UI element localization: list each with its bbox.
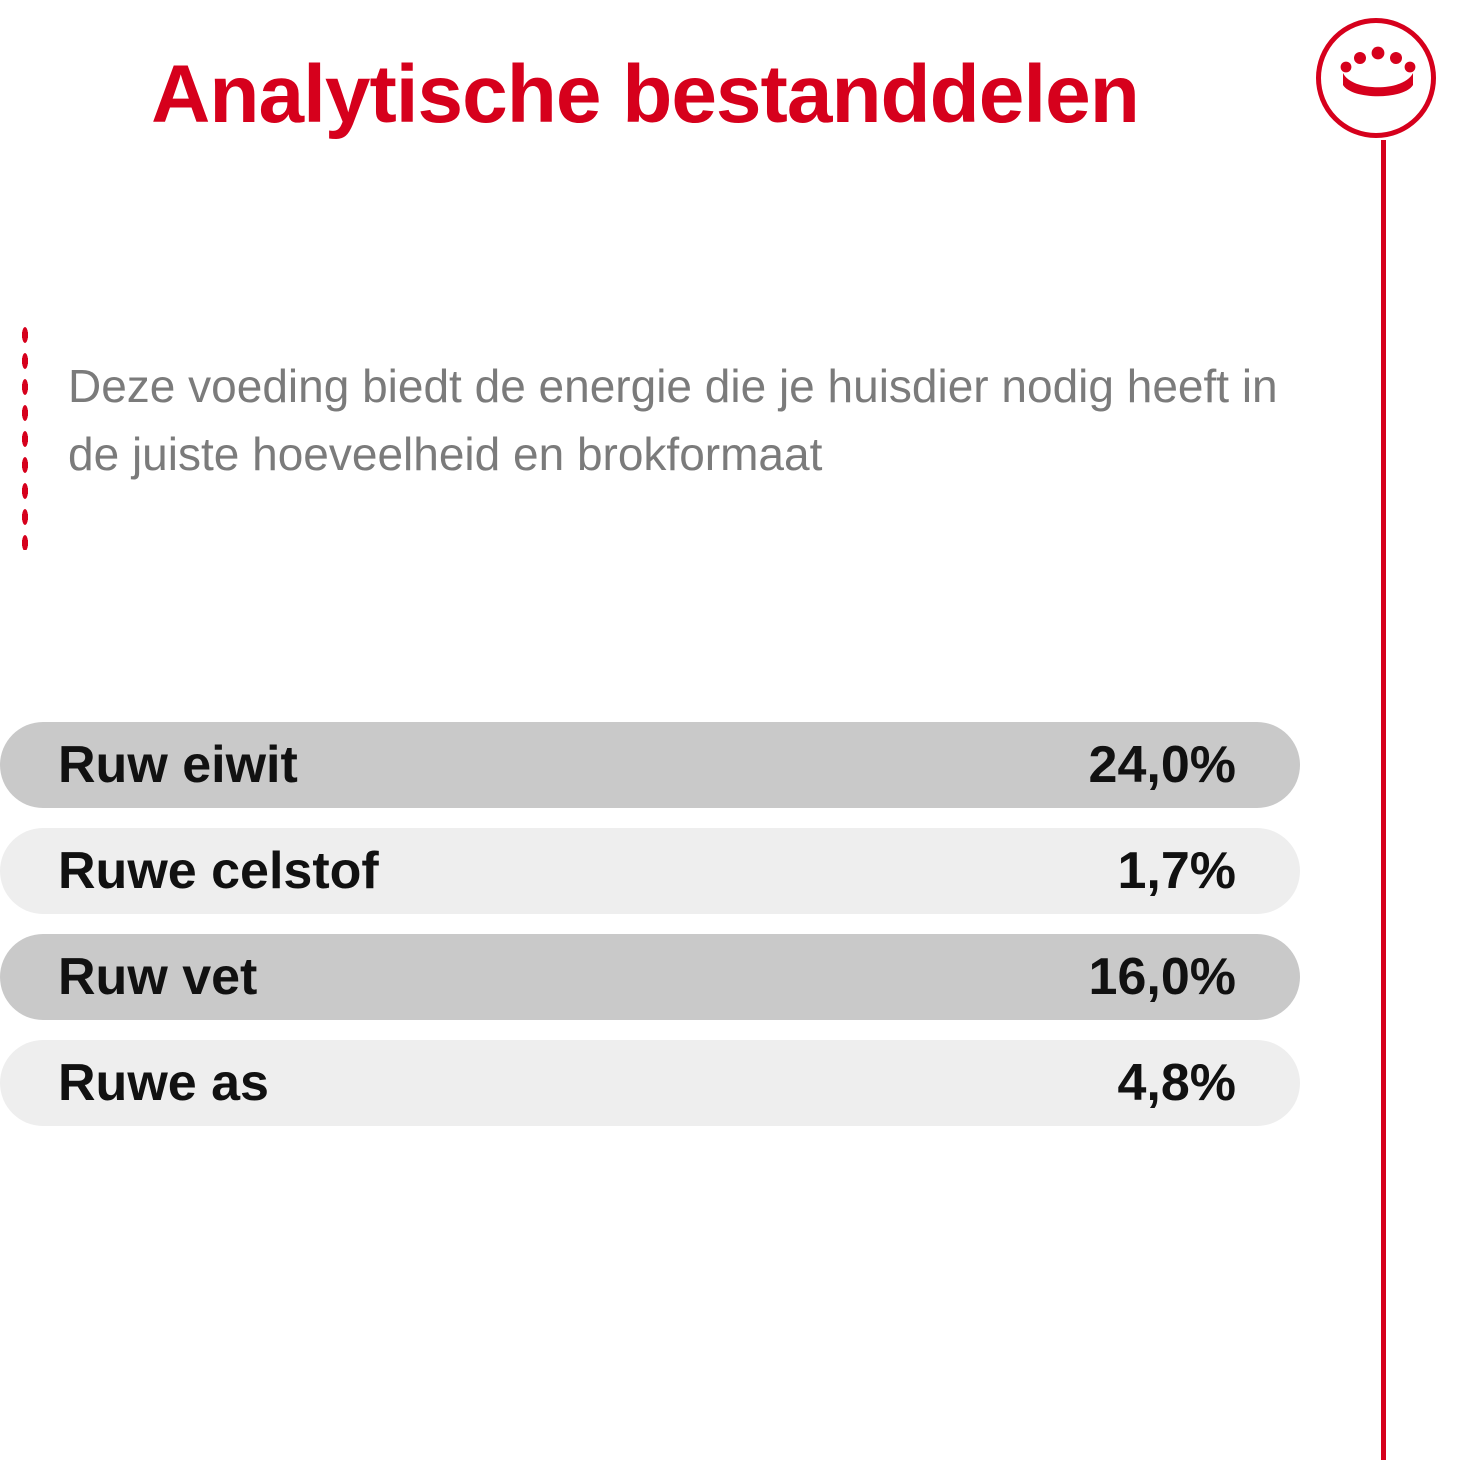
- nutrient-value: 24,0%: [1088, 736, 1236, 794]
- nutrient-value: 4,8%: [1117, 1054, 1236, 1112]
- page-title: Analytische bestanddelen: [151, 49, 1139, 140]
- dotted-accent-divider: [20, 322, 30, 550]
- nutrient-value: 16,0%: [1088, 948, 1236, 1006]
- intro-paragraph: Deze voeding biedt de energie die je huisdier nodig heeft in de juiste hoeveelheid en brokformaat: [68, 360, 1278, 481]
- nutrient-label: Ruw eiwit: [58, 736, 298, 794]
- nutrient-label: Ruwe as: [58, 1054, 269, 1112]
- list-item: [0, 934, 1300, 1020]
- analytical-constituents-list: [0, 722, 1300, 1146]
- list-item: [0, 828, 1300, 914]
- crown-icon: [1338, 46, 1418, 108]
- list-item: [0, 1040, 1300, 1126]
- nutrient-label: Ruw vet: [58, 948, 258, 1006]
- list-item: [0, 722, 1300, 808]
- brand-logo: [1316, 18, 1444, 146]
- vertical-red-rule: [1381, 140, 1386, 1460]
- nutrient-value: 1,7%: [1117, 842, 1236, 900]
- nutrient-label: Ruwe celstof: [58, 842, 379, 900]
